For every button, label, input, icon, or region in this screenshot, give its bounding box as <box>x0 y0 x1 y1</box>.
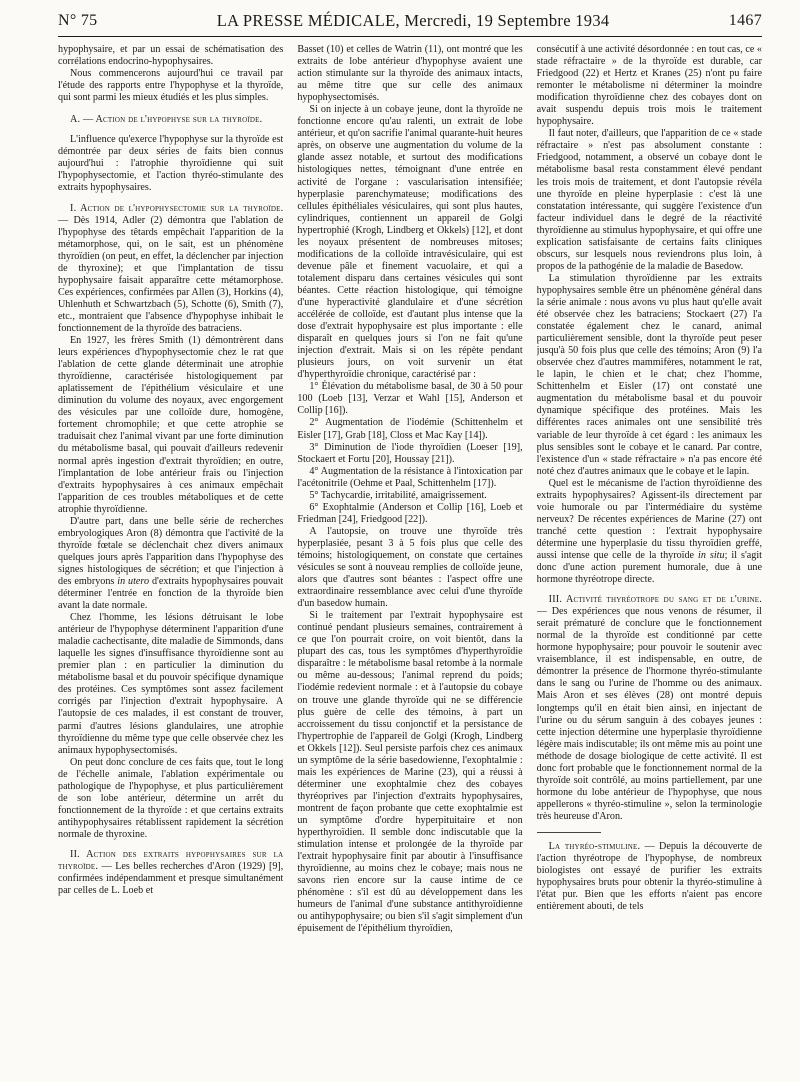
thyreo-stimuline-body: — Depuis la découverte de l'action thyréotrope de l'hypophyse, de nombreux biologistes ont essayé de purifier les extraits hypophysaires bruts pour obtenir la thyréo-stimuline à l'état pur. Bien que les efforts n'aient pas encore entièrement abouti, de tels <box>536 841 762 913</box>
section-iii-body: — Des expériences que nous venons de résumer, il serait prématuré de conclure que le fonctionnement normal de la thyroïde est conditionné par cette hormone hypophysaire; pour pouvoir le soutenir avec vraisemblance, il est indispensable, en outre, de démontrer la présence de l'hormone thyréo-stimulante dans le sang ou l'urine de l'homme ou des animaux. Mais Aron et ses élèves (28) ont montré depuis longtemps qu'il en était bien ainsi, en injectant de l'urine ou du sérum sanguin à des cobayes jeunes : cette injection détermine une hyperplasie thyroïdienne légère mais indiscutable; ils ont même mis au point une méthode de dosage biologique de cette activité. Il est donc fort probable que le fonctionnement normal de la thyroïde soit contrôlé, au moins partiellement, par une hormone du lobe antérieur de l'hypophyse, que nous appellerons « thyréo-stimuline », selon la terminologie très heureuse d'Aron. <box>536 606 762 822</box>
paragraph <box>537 478 762 586</box>
emphasis: in utero <box>117 575 150 587</box>
paragraph: En 1927, les frères Smith (1) démontrèrent dans leurs expériences d'hypophysectomie chez le rat que l'ablation de cette glande déterminait une atrophie thyroïdienne, caractérisée histologiquement par aplatissement de l'épithélium vésiculaire et une diminution du volume des noyaux, avec engorgement des vésicules par une colloïde dure, homogène, fortement chromophile; et que cette atrophie se traduisait chez l'animal vivant par une forte diminution du métabolisme basal, qui pouvait d'ailleurs redevenir normal après ingestion d'extrait thyroïdien; en outre, l'implantation de lobe antérieur frais ou l'injection d'extraits hypophysaires à ces animaux empêchait l'apparition de ces troubles métaboliques et de cette atrophie thyroïdienne. <box>58 335 284 515</box>
paragraph: Si le traitement par l'extrait hypophysaire est continué pendant plusieurs semaines, contrairement à ce que l'on pourrait croire, on voit bientôt, dans la plupart des cas, tous les symptômes d'hyperthyroïdie disparaître : le métabolisme basal retombe à la normale ou même au-dessous; l'animal reprend du poids; l'iodémie redevient normale : et à l'autopsie du cobaye on trouve une glande thyroïde qui ne se différencie plus guère de celle des témoins, à part un accroissement du tissu conjonctif et la persistance de l'hypertrophie de l'appareil de Golgi (Krogh, Lindberg et Okkels [12]). Seul persiste parfois chez ces animaux un symptôme de la série basedowienne, l'exophtalmie : mais les expériences de Marine (23), qui a réussi à déterminer une exophtalmie chez des cobayes thyréoprives par l'injection d'extraits hypophysaires, montrent de façon probante que cette exophtalmie est un symptôme d'ordre hyperpituitaire et non hyperthyroïdien. Il semble donc indiscutable que la stimulation intense et prolongée de la thyroïde par l'extrait hypophysaire finit par aboutir à l'insuffisance thyroïdienne, au moins chez le cobaye; mais nous ne savons rien encore sur la cause intime de ce phénomène : s'il est dû au développement dans les humeurs de l'animal d'une substance antithyroïdienne ou antihypophysaire; ou bien s'il s'agit simplement d'un épuisement de l'épithélium thyroïdien, <box>297 610 523 935</box>
column-3 <box>537 44 762 1076</box>
paragraph: consécutif à une activité désordonnée : en tout cas, ce « stade réfractaire » de la thyroïde est durable, car Friedgood (22) et Hertz et Kranes (25) n'ont pu faire remonter le métabolisme ni déterminer la moindre modification thyroïdienne chez des cobayes dont on avait suspendu depuis trois mois le traitement hypophysaire. <box>536 44 762 128</box>
paragraph: Si on injecte à un cobaye jeune, dont la thyroïde ne fonctionne encore qu'au ralenti, un extrait de lobe antérieur, et qu'on sacrifie l'animal quarante-huit heures après, on observe une augmentation du volume de la glande assez notable, et surtout des modifications histologiques nettes, témoignant d'une entrée en activité de l'organe : vascularisation intensifiée; hyperplasie parenchymateuse; modifications des cellules épithéliales vésiculaires, qui sont plus hautes, cylindriques, contiennent un appareil de Golgi hypertrophié (Krogh, Lindberg et Okkels) [12], et dont les noyaux présentent de nombreuses mitoses; modifications de la colloïde intravésiculaire, qui est devenue pâle et finement vacuolaire, et qui a totalement disparu dans certaines vésicules qui sont béantes. Cette réaction histologique, qui témoigne d'une hyperactivité glandulaire et d'une sécrétion accélérée de colloïde, est d'autant plus intense que la dose d'extrait hypophysaire est plus importante : elle disparaît en quelques jours si l'on ne fait qu'une injection d'extrait. Mais si on les répète pendant plusieurs jours, on voit survenir un état d'hyperthyroïdie chronique, caractérisé par : <box>297 104 523 381</box>
article-columns <box>58 44 762 1076</box>
list-item: 2° Augmentation de l'iodémie (Schittenhelm et Eisler [17], Grab [18], Closs et Mac Kay [14]). <box>297 417 523 441</box>
paragraph: Basset (10) et celles de Watrin (11), ont montré que les extraits de lobe antérieur d'hypophyse avaient une action stimulante sur la thyroïde des animaux intacts, au même titre que sur celle des animaux hypophysectomisés. <box>297 44 523 104</box>
section-ii-body: — Les belles recherches d'Aron (1929) [9], confirmées indépendamment et presque simultanément par celles de L. Loeb et <box>58 861 284 897</box>
paragraph: Il faut noter, d'ailleurs, que l'apparition de ce « stade réfractaire » n'est pas absolument constante : Friedgood, notamment, a observé un cobaye dont le métabolisme basal resta constamment élevé pendant les trois mois de traitement, et dont l'autopsie révéla une thyroïde en pleine hyperplasie : c'est là une constatation intéressante, qui suggère l'existence d'un facteur individuel dans le degré de la réactivité thyroïdienne au stimulus hypophysaire, et qui offre une explication satisfaisante de certains faits cliniques obscurs, sur lesquels nous reviendrons plus loin, à propos de la pathogénie de la maladie de Basedow. <box>536 128 762 272</box>
text-run: d'extraits hypophysaires pouvait déterminer l'entrée en fonction de la thyroïde bien avant la date normale. <box>58 575 284 612</box>
section-iii-paragraph <box>537 594 762 823</box>
paragraph: hypophysaire, et par un essai de schématisation des corrélations endocrino-hypophysaires. <box>58 44 284 68</box>
text-run: ; il s'agit donc d'une action purement humorale, due à une hormone thyréotrope directe. <box>536 549 762 586</box>
paragraph <box>58 516 283 612</box>
list-item: 6° Exophtalmie (Anderson et Collip [16], Loeb et Friedman [24], Friedgood [22]). <box>297 501 523 525</box>
running-header <box>58 6 762 37</box>
paragraph: A l'autopsie, on trouve une thyroïde très hyperplasiée, pesant 3 à 5 fois plus que celle des témoins; histologiquement, on constate que certaines vésicules se sont à nouveau remplies de colloïde jeune, alors que d'autres sont béantes : l'aspect offre une extraordinaire ressemblance avec celui d'une thyroïde d'un basedow humain. <box>297 525 523 610</box>
section-i-body: — Dès 1914, Adler (2) démontra que l'ablation de l'hypophyse des têtards empêchait l'apparition de la métamorphose, qui, on le sait, est un phénomène thyroïdien (on peut, en effet, la déclencher par injection de thyroxine); et que l'implantation de tissu hypophysaire faisait apparaître cette métamorphose. Ces expériences, confirmées par Allen (3), Horkins (4), Uhlenhuth et Schwartzbach (5), Schotte (6), Smith (7), etc., montraient que l'absence d'hypophyse inhibait le fonctionnement de la thyroïde des batraciens. <box>58 214 284 334</box>
page-number: 1467 <box>728 12 762 29</box>
section-heading-thyreo-stimuline: La thyréo-stimuline. <box>548 841 641 852</box>
column-1 <box>58 44 283 1076</box>
section-heading-i: I. Action de l'hypophysectomie sur la thyroïde. <box>70 202 284 214</box>
paragraph: L'influence qu'exerce l'hypophyse sur la thyroïde est démontrée par deux séries de faits bien connus aujourd'hui : l'atrophie thyroïdienne qui suit l'hypophysectomie, et l'action thyréo-stimulante des extraits hypophysaires. <box>58 134 284 194</box>
text-run: Quel est le mécanisme de l'action thyroïdienne des extraits hypophysaires? Agissent-ils directement par voie humorale ou par l'intermédiaire du système nerveux? De récentes expériences de Marine (27) ont tranché cette question : l'extrait hypophysaire détermine une hyperplasie du tissu thyroïdien greffé, aussi intense que celle de la thyroïde <box>536 477 762 561</box>
thyreo-stimuline-paragraph <box>537 841 762 913</box>
list-item: 5° Tachycardie, irritabilité, amaigrissement. <box>309 489 487 501</box>
list-item: 3° Diminution de l'iode thyroïdien (Loeser [19], Stockaert et Fortu [20], Houssay [21]). <box>297 441 523 465</box>
paragraph: Chez l'homme, les lésions détruisant le lobe antérieur de l'hypophyse déterminent l'apparition d'une maladie cachectisante, dite maladie de Simmonds, dans laquelle les signes d'insuffisance thyroïdienne sont au premier plan : en particulier la diminution du métabolisme basal et du pouvoir spécifique dynamique des protéines. Ces symptômes sont assez facilement corrigés par l'injection d'extrait hypophysaire. A l'autopsie de ces malades, il est constant de trouver, parmi d'autres lésions glandulaires, une atrophie thyroïdienne du même type que celle observée chez les animaux hypophysectomisés. <box>58 612 284 756</box>
emphasis: in situ <box>698 549 725 561</box>
section-heading-a: A. — Action de l'hypophyse sur la thyroïde. <box>70 114 263 126</box>
issue-number: N° 75 <box>58 12 98 29</box>
paragraph: Nous commencerons aujourd'hui ce travail par l'étude des rapports entre l'hypophyse et la thyroïde, qui sont parmi les mieux étudiés et les plus simples. <box>58 68 284 104</box>
list-item: 1° Élévation du métabolisme basal, de 30 à 50 pour 100 (Loeb [13], Verzar et Wahl [15], Anderson et Collip [16]). <box>297 381 523 417</box>
paragraph: La stimulation thyroïdienne par les extraits hypophysaires semble être un phénomène général dans la série animale : nous avons vu plus haut qu'elle avait été observée chez les batraciens; Stockaert (27) l'a constatée également chez le canard, animal particulièrement sensible, dont la thyroïde peut peser jusqu'à 50 fois plus que celle des témoins; Aron (9) l'a observée chez d'autres mammifères, notamment le rat, le lapin, le chien et le chat; chez l'homme, Schittenhelm et Eisler (17) ont constaté une augmentation du métabolisme basal et du pouvoir dynamique spécifique des protéines. Mais les différentes races animales ont une sensibilité très variable de leur thyroïde à cet égard : les animaux les plus sensibles sont le cobaye et le canard. Par contre, l'existence d'un « stade réfractaire » n'a pas encore été noté chez d'autres animaux que le cobaye et le lapin. <box>536 272 762 477</box>
section-i-paragraph <box>58 203 283 336</box>
section-heading-iii: III. Activité thyréotrope du sang et de l'urine. <box>548 594 762 606</box>
section-ii-paragraph <box>58 849 283 897</box>
list-item: 4° Augmentation de la résistance à l'intoxication par l'acétonitrile (Oehme et Paal, Schittenhelm [17]). <box>297 465 523 489</box>
journal-title: LA PRESSE MÉDICALE, Mercredi, 19 Septembre 1934 <box>216 11 610 30</box>
text-run: D'autre part, dans une belle série de recherches embryologiques Aron (8) démontra que l'activité de la thyroïde fœtale se déclenchait chez divers animaux quelques jours après l'apparition dans l'hypophyse des signes histologiques de sécrétion; et que l'injection à des embryons <box>58 515 284 587</box>
paragraph: On peut donc conclure de ces faits que, tout le long de l'échelle animale, l'ablation expérimentale ou pathologique de l'hypophyse, et plus particulièrement de son lobe antérieur, détermine un arrêt du fonctionnement de la thyroïde : et que certains extraits antihypophysaires rétablissent rapidement la sécrétion normale de thyroxine. <box>58 756 284 840</box>
section-heading-ii: II. Action des extraits hypophysaires sur la thyroïde. <box>58 849 284 873</box>
column-2 <box>297 44 522 1076</box>
